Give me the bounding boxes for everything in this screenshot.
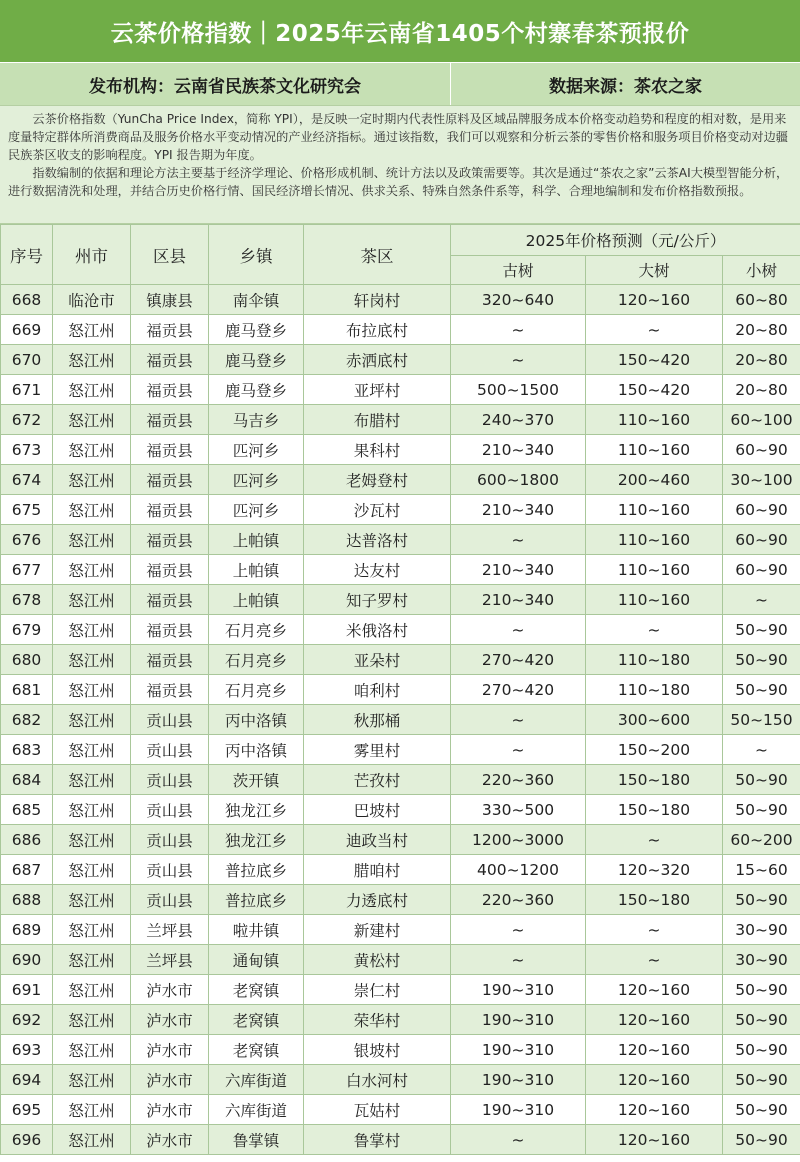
cell-tea-area: 鲁掌村 — [304, 1125, 451, 1155]
cell-small-tree-price: 50~90 — [723, 1005, 800, 1035]
cell-tea-area: 力透底村 — [304, 885, 451, 915]
cell-number: 674 — [1, 465, 53, 495]
cell-ancient-tree-price: 330~500 — [451, 795, 586, 825]
cell-ancient-tree-price: 190~310 — [451, 1095, 586, 1125]
cell-ancient-tree-price: 210~340 — [451, 495, 586, 525]
cell-number: 681 — [1, 675, 53, 705]
table-row — [1, 645, 800, 675]
cell-number: 668 — [1, 285, 53, 315]
cell-county: 泸水市 — [131, 1065, 209, 1095]
cell-large-tree-price: 150~200 — [586, 735, 723, 765]
cell-tea-area: 银坡村 — [304, 1035, 451, 1065]
cell-county: 福贡县 — [131, 555, 209, 585]
table-row — [1, 315, 800, 345]
cell-township: 独龙江乡 — [209, 795, 304, 825]
price-table — [0, 224, 800, 1155]
header-number: 序号 — [1, 225, 53, 285]
cell-small-tree-price: 30~100 — [723, 465, 800, 495]
cell-county: 福贡县 — [131, 435, 209, 465]
cell-ancient-tree-price: 1200~3000 — [451, 825, 586, 855]
cell-township: 茨开镇 — [209, 765, 304, 795]
cell-county: 福贡县 — [131, 525, 209, 555]
cell-small-tree-price: 30~90 — [723, 915, 800, 945]
cell-tea-area: 轩岗村 — [304, 285, 451, 315]
cell-township: 匹河乡 — [209, 435, 304, 465]
table-row — [1, 1005, 800, 1035]
cell-large-tree-price: ~ — [586, 915, 723, 945]
table-row — [1, 735, 800, 765]
cell-number: 676 — [1, 525, 53, 555]
cell-county: 泸水市 — [131, 1095, 209, 1125]
cell-number: 682 — [1, 705, 53, 735]
cell-number: 695 — [1, 1095, 53, 1125]
cell-small-tree-price: 60~90 — [723, 525, 800, 555]
cell-small-tree-price: ~ — [723, 585, 800, 615]
cell-county: 福贡县 — [131, 675, 209, 705]
cell-large-tree-price: 150~180 — [586, 885, 723, 915]
header-county: 区县 — [131, 225, 209, 285]
cell-prefecture: 怒江州 — [53, 705, 131, 735]
cell-prefecture: 怒江州 — [53, 585, 131, 615]
description-paragraph-1: 云茶价格指数（YunCha Price Index，简称 YPI），是反映一定时期内代表性原料及区域品牌服务成本价格变动趋势和程度的相对数，是用来度量特定群体所消费商品及服务价格水平变动情况的产业经济指标。通过该指数，我们可以观察和分析云茶的零售价格和服务项目价格变动对边疆民族茶区收支的影响程度。YPI 报告期为年度。 — [8, 112, 788, 162]
cell-ancient-tree-price: 190~310 — [451, 1035, 586, 1065]
cell-number: 684 — [1, 765, 53, 795]
cell-small-tree-price: 30~90 — [723, 945, 800, 975]
cell-small-tree-price: 60~90 — [723, 495, 800, 525]
cell-number: 671 — [1, 375, 53, 405]
cell-county: 泸水市 — [131, 1005, 209, 1035]
cell-prefecture: 怒江州 — [53, 525, 131, 555]
cell-ancient-tree-price: ~ — [451, 1125, 586, 1155]
cell-small-tree-price: 50~90 — [723, 765, 800, 795]
cell-small-tree-price: 60~80 — [723, 285, 800, 315]
cell-large-tree-price: 110~160 — [586, 435, 723, 465]
cell-prefecture: 怒江州 — [53, 1005, 131, 1035]
cell-large-tree-price: 120~160 — [586, 1095, 723, 1125]
cell-ancient-tree-price: 190~310 — [451, 1065, 586, 1095]
cell-township: 鹿马登乡 — [209, 375, 304, 405]
table-row — [1, 525, 800, 555]
cell-county: 泸水市 — [131, 975, 209, 1005]
cell-tea-area: 黄松村 — [304, 945, 451, 975]
cell-tea-area: 沙瓦村 — [304, 495, 451, 525]
cell-large-tree-price: ~ — [586, 615, 723, 645]
cell-township: 六库街道 — [209, 1065, 304, 1095]
cell-tea-area: 荣华村 — [304, 1005, 451, 1035]
cell-large-tree-price: 110~180 — [586, 675, 723, 705]
info-bar — [0, 63, 800, 106]
cell-county: 贡山县 — [131, 855, 209, 885]
cell-tea-area: 咱利村 — [304, 675, 451, 705]
cell-prefecture: 怒江州 — [53, 885, 131, 915]
cell-large-tree-price: 120~160 — [586, 975, 723, 1005]
cell-township: 六库街道 — [209, 1095, 304, 1125]
table-row — [1, 675, 800, 705]
header-large-tree: 大树 — [586, 256, 723, 285]
cell-ancient-tree-price: 240~370 — [451, 405, 586, 435]
cell-number: 685 — [1, 795, 53, 825]
cell-county: 泸水市 — [131, 1035, 209, 1065]
cell-large-tree-price: 120~320 — [586, 855, 723, 885]
cell-ancient-tree-price: 270~420 — [451, 645, 586, 675]
cell-prefecture: 临沧市 — [53, 285, 131, 315]
cell-ancient-tree-price: 210~340 — [451, 555, 586, 585]
cell-number: 694 — [1, 1065, 53, 1095]
cell-prefecture: 怒江州 — [53, 1035, 131, 1065]
cell-number: 696 — [1, 1125, 53, 1155]
cell-township: 匹河乡 — [209, 495, 304, 525]
table-row — [1, 465, 800, 495]
cell-tea-area: 赤洒底村 — [304, 345, 451, 375]
cell-ancient-tree-price: ~ — [451, 945, 586, 975]
cell-county: 福贡县 — [131, 645, 209, 675]
cell-township: 啦井镇 — [209, 915, 304, 945]
cell-township: 鹿马登乡 — [209, 345, 304, 375]
cell-township: 马吉乡 — [209, 405, 304, 435]
cell-county: 福贡县 — [131, 615, 209, 645]
cell-tea-area: 亚坪村 — [304, 375, 451, 405]
cell-small-tree-price: 50~90 — [723, 675, 800, 705]
cell-small-tree-price: 50~90 — [723, 1125, 800, 1155]
publisher-label: 发布机构：云南省民族茶文化研究会 — [0, 63, 451, 105]
header-township: 乡镇 — [209, 225, 304, 285]
cell-county: 福贡县 — [131, 315, 209, 345]
cell-prefecture: 怒江州 — [53, 615, 131, 645]
cell-prefecture: 怒江州 — [53, 345, 131, 375]
cell-prefecture: 怒江州 — [53, 975, 131, 1005]
cell-township: 丙中洛镇 — [209, 705, 304, 735]
cell-number: 675 — [1, 495, 53, 525]
header-small-tree: 小树 — [723, 256, 800, 285]
cell-large-tree-price: 110~160 — [586, 555, 723, 585]
cell-number: 670 — [1, 345, 53, 375]
cell-county: 福贡县 — [131, 495, 209, 525]
table-row — [1, 855, 800, 885]
cell-township: 石月亮乡 — [209, 645, 304, 675]
table-row — [1, 915, 800, 945]
cell-large-tree-price: 110~180 — [586, 645, 723, 675]
cell-tea-area: 崇仁村 — [304, 975, 451, 1005]
cell-prefecture: 怒江州 — [53, 555, 131, 585]
table-row — [1, 825, 800, 855]
cell-prefecture: 怒江州 — [53, 735, 131, 765]
cell-prefecture: 怒江州 — [53, 375, 131, 405]
cell-large-tree-price: 300~600 — [586, 705, 723, 735]
cell-large-tree-price: 150~180 — [586, 765, 723, 795]
cell-township: 丙中洛镇 — [209, 735, 304, 765]
cell-township: 普拉底乡 — [209, 885, 304, 915]
cell-ancient-tree-price: 270~420 — [451, 675, 586, 705]
cell-tea-area: 白水河村 — [304, 1065, 451, 1095]
cell-ancient-tree-price: 400~1200 — [451, 855, 586, 885]
cell-number: 672 — [1, 405, 53, 435]
header-prefecture: 州市 — [53, 225, 131, 285]
cell-number: 692 — [1, 1005, 53, 1035]
cell-number: 693 — [1, 1035, 53, 1065]
data-source-label: 数据来源：茶农之家 — [549, 76, 702, 97]
cell-number: 689 — [1, 915, 53, 945]
cell-prefecture: 怒江州 — [53, 1065, 131, 1095]
table-row — [1, 885, 800, 915]
cell-large-tree-price: 150~420 — [586, 345, 723, 375]
cell-large-tree-price: 120~160 — [586, 1005, 723, 1035]
cell-township: 上帕镇 — [209, 555, 304, 585]
cell-large-tree-price: 110~160 — [586, 525, 723, 555]
cell-ancient-tree-price: 220~360 — [451, 765, 586, 795]
cell-large-tree-price: ~ — [586, 315, 723, 345]
cell-tea-area: 迪政当村 — [304, 825, 451, 855]
cell-prefecture: 怒江州 — [53, 675, 131, 705]
cell-county: 泸水市 — [131, 1125, 209, 1155]
cell-tea-area: 腊咱村 — [304, 855, 451, 885]
cell-ancient-tree-price: 210~340 — [451, 585, 586, 615]
cell-ancient-tree-price: 600~1800 — [451, 465, 586, 495]
cell-tea-area: 知子罗村 — [304, 585, 451, 615]
cell-prefecture: 怒江州 — [53, 825, 131, 855]
cell-small-tree-price: 20~80 — [723, 375, 800, 405]
cell-township: 老窝镇 — [209, 1035, 304, 1065]
cell-ancient-tree-price: ~ — [451, 705, 586, 735]
table-row — [1, 435, 800, 465]
cell-small-tree-price: 50~90 — [723, 615, 800, 645]
table-row — [1, 405, 800, 435]
cell-number: 678 — [1, 585, 53, 615]
cell-prefecture: 怒江州 — [53, 915, 131, 945]
table-row — [1, 1035, 800, 1065]
header-tea-area: 茶区 — [304, 225, 451, 285]
cell-prefecture: 怒江州 — [53, 945, 131, 975]
cell-township: 石月亮乡 — [209, 615, 304, 645]
cell-large-tree-price: 150~420 — [586, 375, 723, 405]
cell-ancient-tree-price: 190~310 — [451, 1005, 586, 1035]
cell-tea-area: 新建村 — [304, 915, 451, 945]
cell-small-tree-price: 50~150 — [723, 705, 800, 735]
cell-ancient-tree-price: 190~310 — [451, 975, 586, 1005]
cell-large-tree-price: 120~160 — [586, 1065, 723, 1095]
cell-large-tree-price: 110~160 — [586, 495, 723, 525]
cell-prefecture: 怒江州 — [53, 405, 131, 435]
cell-large-tree-price: 120~160 — [586, 285, 723, 315]
cell-prefecture: 怒江州 — [53, 435, 131, 465]
cell-prefecture: 怒江州 — [53, 465, 131, 495]
cell-ancient-tree-price: 500~1500 — [451, 375, 586, 405]
table-row — [1, 585, 800, 615]
cell-small-tree-price: 20~80 — [723, 345, 800, 375]
cell-county: 贡山县 — [131, 795, 209, 825]
cell-township: 老窝镇 — [209, 1005, 304, 1035]
cell-tea-area: 米俄洛村 — [304, 615, 451, 645]
cell-tea-area: 果科村 — [304, 435, 451, 465]
cell-small-tree-price: 20~80 — [723, 315, 800, 345]
cell-county: 福贡县 — [131, 375, 209, 405]
cell-prefecture: 怒江州 — [53, 855, 131, 885]
cell-small-tree-price: 50~90 — [723, 1035, 800, 1065]
cell-small-tree-price: ~ — [723, 735, 800, 765]
description-paragraph-2: 指数编制的依据和理论方法主要基于经济学理论、价格形成机制、统计方法以及政策需要等。其次是通过“茶农之家”云茶AI大模型智能分析，进行数据清洗和处理，并结合历史价格行情、国民经济增长情况、供求关系、特殊自然条件系等，科学、合理地编制和发布价格指数预报。 — [8, 166, 789, 198]
table-row — [1, 705, 800, 735]
page-title: 云茶价格指数｜2025年云南省1405个村寨春茶预报价 — [0, 0, 800, 63]
cell-tea-area: 瓦姑村 — [304, 1095, 451, 1125]
cell-tea-area: 芒孜村 — [304, 765, 451, 795]
cell-township: 通甸镇 — [209, 945, 304, 975]
cell-ancient-tree-price: ~ — [451, 525, 586, 555]
table-row — [1, 495, 800, 525]
cell-large-tree-price: ~ — [586, 945, 723, 975]
cell-township: 上帕镇 — [209, 585, 304, 615]
cell-large-tree-price: 110~160 — [586, 405, 723, 435]
table-row — [1, 1065, 800, 1095]
cell-ancient-tree-price: 210~340 — [451, 435, 586, 465]
cell-prefecture: 怒江州 — [53, 645, 131, 675]
cell-number: 686 — [1, 825, 53, 855]
cell-county: 贡山县 — [131, 705, 209, 735]
cell-township: 老窝镇 — [209, 975, 304, 1005]
cell-tea-area: 布腊村 — [304, 405, 451, 435]
cell-ancient-tree-price: ~ — [451, 315, 586, 345]
cell-tea-area: 达友村 — [304, 555, 451, 585]
cell-township: 匹河乡 — [209, 465, 304, 495]
cell-small-tree-price: 50~90 — [723, 1065, 800, 1095]
cell-ancient-tree-price: ~ — [451, 615, 586, 645]
table-row — [1, 1095, 800, 1125]
cell-prefecture: 怒江州 — [53, 1125, 131, 1155]
cell-ancient-tree-price: ~ — [451, 345, 586, 375]
cell-tea-area: 秋那桶 — [304, 705, 451, 735]
cell-number: 669 — [1, 315, 53, 345]
cell-county: 贡山县 — [131, 735, 209, 765]
table-body — [1, 285, 800, 1155]
cell-township: 鲁掌镇 — [209, 1125, 304, 1155]
cell-county: 贡山县 — [131, 825, 209, 855]
cell-small-tree-price: 50~90 — [723, 795, 800, 825]
cell-township: 上帕镇 — [209, 525, 304, 555]
table-row — [1, 375, 800, 405]
cell-county: 福贡县 — [131, 585, 209, 615]
cell-number: 691 — [1, 975, 53, 1005]
cell-tea-area: 雾里村 — [304, 735, 451, 765]
cell-small-tree-price: 50~90 — [723, 1095, 800, 1125]
table-row — [1, 1125, 800, 1155]
cell-large-tree-price: 120~160 — [586, 1035, 723, 1065]
table-row — [1, 975, 800, 1005]
cell-number: 677 — [1, 555, 53, 585]
cell-county: 福贡县 — [131, 465, 209, 495]
cell-number: 683 — [1, 735, 53, 765]
cell-township: 普拉底乡 — [209, 855, 304, 885]
header-ancient-tree: 古树 — [451, 256, 586, 285]
cell-county: 镇康县 — [131, 285, 209, 315]
header-price-forecast: 2025年价格预测（元/公斤） — [451, 225, 800, 256]
cell-county: 兰坪县 — [131, 915, 209, 945]
cell-county: 贡山县 — [131, 765, 209, 795]
cell-small-tree-price: 60~200 — [723, 825, 800, 855]
cell-ancient-tree-price: ~ — [451, 915, 586, 945]
table-row — [1, 795, 800, 825]
cell-number: 680 — [1, 645, 53, 675]
cell-small-tree-price: 50~90 — [723, 975, 800, 1005]
cell-prefecture: 怒江州 — [53, 315, 131, 345]
cell-tea-area: 布拉底村 — [304, 315, 451, 345]
cell-small-tree-price: 60~90 — [723, 435, 800, 465]
cell-small-tree-price: 60~100 — [723, 405, 800, 435]
table-row — [1, 765, 800, 795]
cell-large-tree-price: 200~460 — [586, 465, 723, 495]
cell-number: 673 — [1, 435, 53, 465]
cell-ancient-tree-price: ~ — [451, 735, 586, 765]
table-row — [1, 945, 800, 975]
cell-prefecture: 怒江州 — [53, 765, 131, 795]
cell-tea-area: 巴坡村 — [304, 795, 451, 825]
cell-number: 687 — [1, 855, 53, 885]
cell-county: 贡山县 — [131, 885, 209, 915]
cell-prefecture: 怒江州 — [53, 1095, 131, 1125]
cell-tea-area: 老姆登村 — [304, 465, 451, 495]
cell-prefecture: 怒江州 — [53, 495, 131, 525]
table-row — [1, 615, 800, 645]
cell-large-tree-price: 150~180 — [586, 795, 723, 825]
cell-county: 兰坪县 — [131, 945, 209, 975]
cell-prefecture: 怒江州 — [53, 795, 131, 825]
cell-number: 679 — [1, 615, 53, 645]
cell-large-tree-price: 110~160 — [586, 585, 723, 615]
cell-tea-area: 亚朵村 — [304, 645, 451, 675]
cell-ancient-tree-price: 320~640 — [451, 285, 586, 315]
cell-tea-area: 达普洛村 — [304, 525, 451, 555]
cell-township: 石月亮乡 — [209, 675, 304, 705]
table-row — [1, 555, 800, 585]
description-block — [0, 106, 800, 224]
cell-number: 688 — [1, 885, 53, 915]
cell-small-tree-price: 15~60 — [723, 855, 800, 885]
cell-county: 福贡县 — [131, 345, 209, 375]
cell-township: 独龙江乡 — [209, 825, 304, 855]
cell-small-tree-price: 50~90 — [723, 885, 800, 915]
cell-large-tree-price: 120~160 — [586, 1125, 723, 1155]
cell-small-tree-price: 60~90 — [723, 555, 800, 585]
table-row — [1, 285, 800, 315]
cell-ancient-tree-price: 220~360 — [451, 885, 586, 915]
cell-small-tree-price: 50~90 — [723, 645, 800, 675]
cell-township: 南伞镇 — [209, 285, 304, 315]
cell-township: 鹿马登乡 — [209, 315, 304, 345]
cell-large-tree-price: ~ — [586, 825, 723, 855]
table-row — [1, 345, 800, 375]
cell-county: 福贡县 — [131, 405, 209, 435]
cell-number: 690 — [1, 945, 53, 975]
